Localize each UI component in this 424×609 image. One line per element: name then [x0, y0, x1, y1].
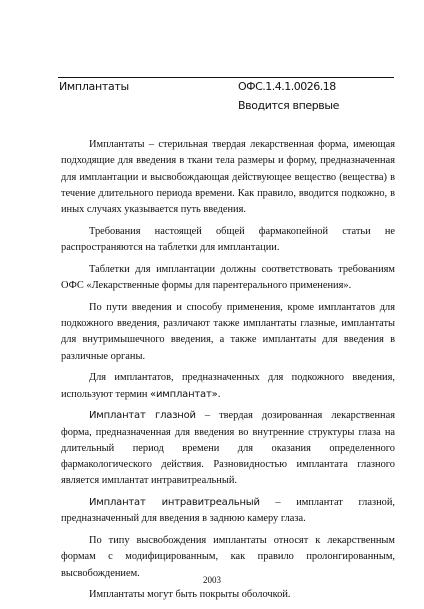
paragraph-release: По типу высвобождения имплантаты относят к лекарственным формам с модифицированным, как правило пролонгированным, высвобождением.: [61, 535, 395, 579]
monograph-body: [61, 137, 395, 609]
paragraph-scope: Требования настоящей общей фармакопейной статьи не распространяются на таблетки для имплантации.: [61, 225, 395, 253]
term-ocular-implant: Имплантат глазной: [89, 410, 196, 422]
paragraph-tablets: Таблетки для имплантации должны соответствовать требованиям ОФС «Лекарственные формы для парентерального применения».: [61, 263, 395, 291]
paragraph-ocular: [61, 408, 395, 489]
header-rule: [58, 77, 394, 78]
paragraph-coating: Имплантаты могут быть покрыты оболочкой.: [89, 589, 291, 601]
paragraph-routes: По пути введения и способу применения, кроме имплантатов для подкожного введения, различают также имплантаты глазные, имплантаты для внутримышечного введения, а также имплантаты для введения в различные органы.: [61, 301, 395, 362]
term-implant: «имплантат».: [150, 388, 221, 400]
paragraph-ocular-text: – твердая дозированная лекарственная форма, предназначенная для введения во внутренние структуры глаза на длительный период времени для оказания определенного фармакологического действия. Разновидностью имплантата глазного является имплантат интравитреальный.: [61, 410, 395, 487]
paragraph-intravitreal-text: – имплантат глазной, предназначенный для введения в заднюю камеру глаза.: [61, 497, 395, 525]
paragraph-term: [61, 370, 395, 403]
term-intravitreal-implant: Имплантат интравитреальный: [89, 497, 260, 508]
page-number: 2003: [203, 575, 221, 585]
monograph-code: ОФС.1.4.1.0026.18: [238, 80, 336, 93]
introduction-note: Вводится впервые: [238, 99, 340, 112]
paragraph-term-text: Для имплантатов, предназначенных для подкожного введения, используют термин: [61, 372, 395, 400]
monograph-title: Имплантаты: [59, 80, 129, 93]
paragraph-definition: Имплантаты – стерильная твердая лекарственная форма, имеющая подходящие для введения в ткани тела размеры и форму, предназначенная для имплантации и высвобождающая действующее вещество (вещества) в течение длительного периода времени. Как правило, вводится подкожно, в иных случаях указывается путь введения.: [61, 139, 395, 215]
paragraph-intravitreal: [61, 495, 395, 528]
